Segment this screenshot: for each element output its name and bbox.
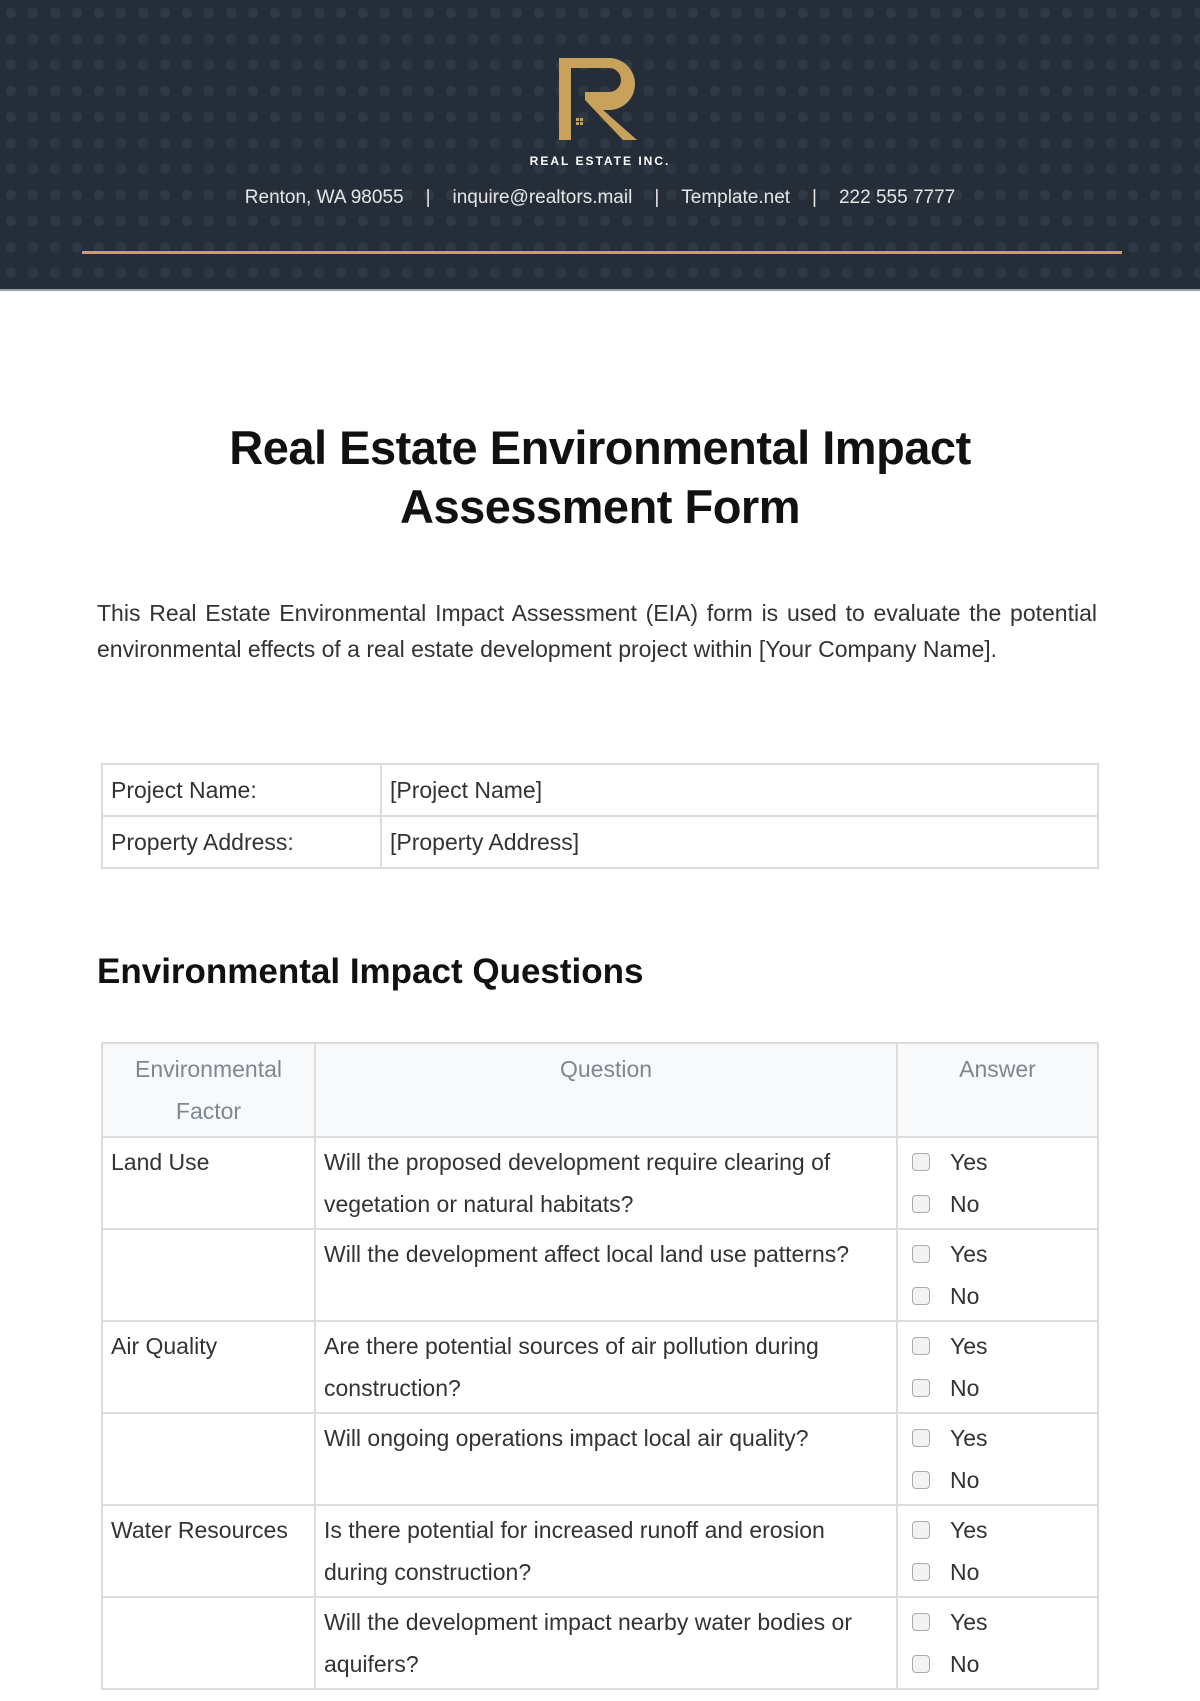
question-cell: Will the development affect local land use patterns? [315,1229,897,1321]
question-cell: Will the development impact nearby water bodies or aquifers? [315,1597,897,1689]
checkbox[interactable] [912,1287,930,1305]
checkbox[interactable] [912,1379,930,1397]
checkbox[interactable] [912,1563,930,1581]
email-link[interactable]: inquire@realtors.mail [452,187,633,208]
contact-line [0,187,1200,209]
answer-option-no[interactable] [906,1183,1089,1225]
answer-cell [897,1229,1098,1321]
questions-table [101,1042,1099,1690]
option-label: No [950,1467,980,1493]
factor-cell [102,1597,315,1689]
separator: | [812,187,817,208]
letterhead [0,0,1200,291]
option-label: No [950,1283,980,1309]
factor-cell [102,1229,315,1321]
checkbox[interactable] [912,1195,930,1213]
separator: | [425,187,431,208]
checkbox[interactable] [912,1613,930,1631]
option-label: Yes [950,1517,988,1543]
column-header: Answer [897,1043,1098,1137]
answer-option-no[interactable] [906,1551,1089,1593]
answer-option-yes[interactable] [906,1233,1089,1275]
question-cell: Are there potential sources of air pollution during construction? [315,1321,897,1413]
table-row [102,1321,1098,1413]
property-address-field[interactable]: [Property Address] [381,816,1098,868]
answer-option-yes[interactable] [906,1509,1089,1551]
table-row [102,1413,1098,1505]
option-label: Yes [950,1333,988,1359]
table-row [102,764,1098,816]
checkbox[interactable] [912,1245,930,1263]
column-header: Environmental Factor [102,1043,315,1137]
answer-cell [897,1321,1098,1413]
divider [82,251,1122,254]
phone: 222 555 7777 [838,187,956,208]
answer-option-yes[interactable] [906,1601,1089,1643]
option-label: Yes [950,1425,988,1451]
page-title: Real Estate Environmental Impact Assessment Form [229,421,971,533]
factor-cell: Water Resources [102,1505,315,1597]
table-row [102,1505,1098,1597]
factor-cell: Air Quality [102,1321,315,1413]
company-logo [555,56,651,142]
option-label: No [950,1559,980,1585]
checkbox[interactable] [912,1521,930,1539]
section-heading: Environmental Impact Questions [97,952,644,991]
website-link[interactable]: Template.net [681,187,791,208]
table-row [102,1229,1098,1321]
option-label: Yes [950,1609,988,1635]
factor-cell [102,1413,315,1505]
table-row [102,1137,1098,1229]
checkbox[interactable] [912,1429,930,1447]
option-label: Yes [950,1241,988,1267]
option-label: Yes [950,1149,988,1175]
answer-option-yes[interactable] [906,1141,1089,1183]
answer-cell [897,1505,1098,1597]
answer-option-no[interactable] [906,1643,1089,1685]
answer-option-no[interactable] [906,1367,1089,1409]
answer-option-yes[interactable] [906,1417,1089,1459]
answer-option-yes[interactable] [906,1325,1089,1367]
label: Property Address: [102,816,381,868]
separator: | [654,187,660,208]
factor-cell: Land Use [102,1137,315,1229]
project-name-field[interactable]: [Project Name] [381,764,1098,816]
column-header: Question [315,1043,897,1137]
checkbox[interactable] [912,1471,930,1489]
question-cell: Is there potential for increased runoff and erosion during construction? [315,1505,897,1597]
checkbox[interactable] [912,1655,930,1673]
company-name: REAL ESTATE INC. [529,154,671,168]
option-label: No [950,1651,980,1677]
table-header-row [102,1043,1098,1137]
address: Renton, WA 98055 [244,187,404,208]
project-info-table [101,763,1099,869]
question-cell: Will the proposed development require clearing of vegetation or natural habitats? [315,1137,897,1229]
option-label: No [950,1375,980,1401]
question-cell: Will ongoing operations impact local air quality? [315,1413,897,1505]
checkbox[interactable] [912,1337,930,1355]
answer-cell [897,1413,1098,1505]
intro-paragraph: This Real Estate Environmental Impact Assessment (EIA) form is used to evaluate the potential environmental effects of a real estate development project within [Your Company Name]. [97,600,1097,662]
answer-option-no[interactable] [906,1275,1089,1317]
table-row [102,816,1098,868]
option-label: No [950,1191,980,1217]
checkbox[interactable] [912,1153,930,1171]
answer-cell [897,1597,1098,1689]
answer-cell [897,1137,1098,1229]
label: Project Name: [102,764,381,816]
answer-option-no[interactable] [906,1459,1089,1501]
table-row [102,1597,1098,1689]
